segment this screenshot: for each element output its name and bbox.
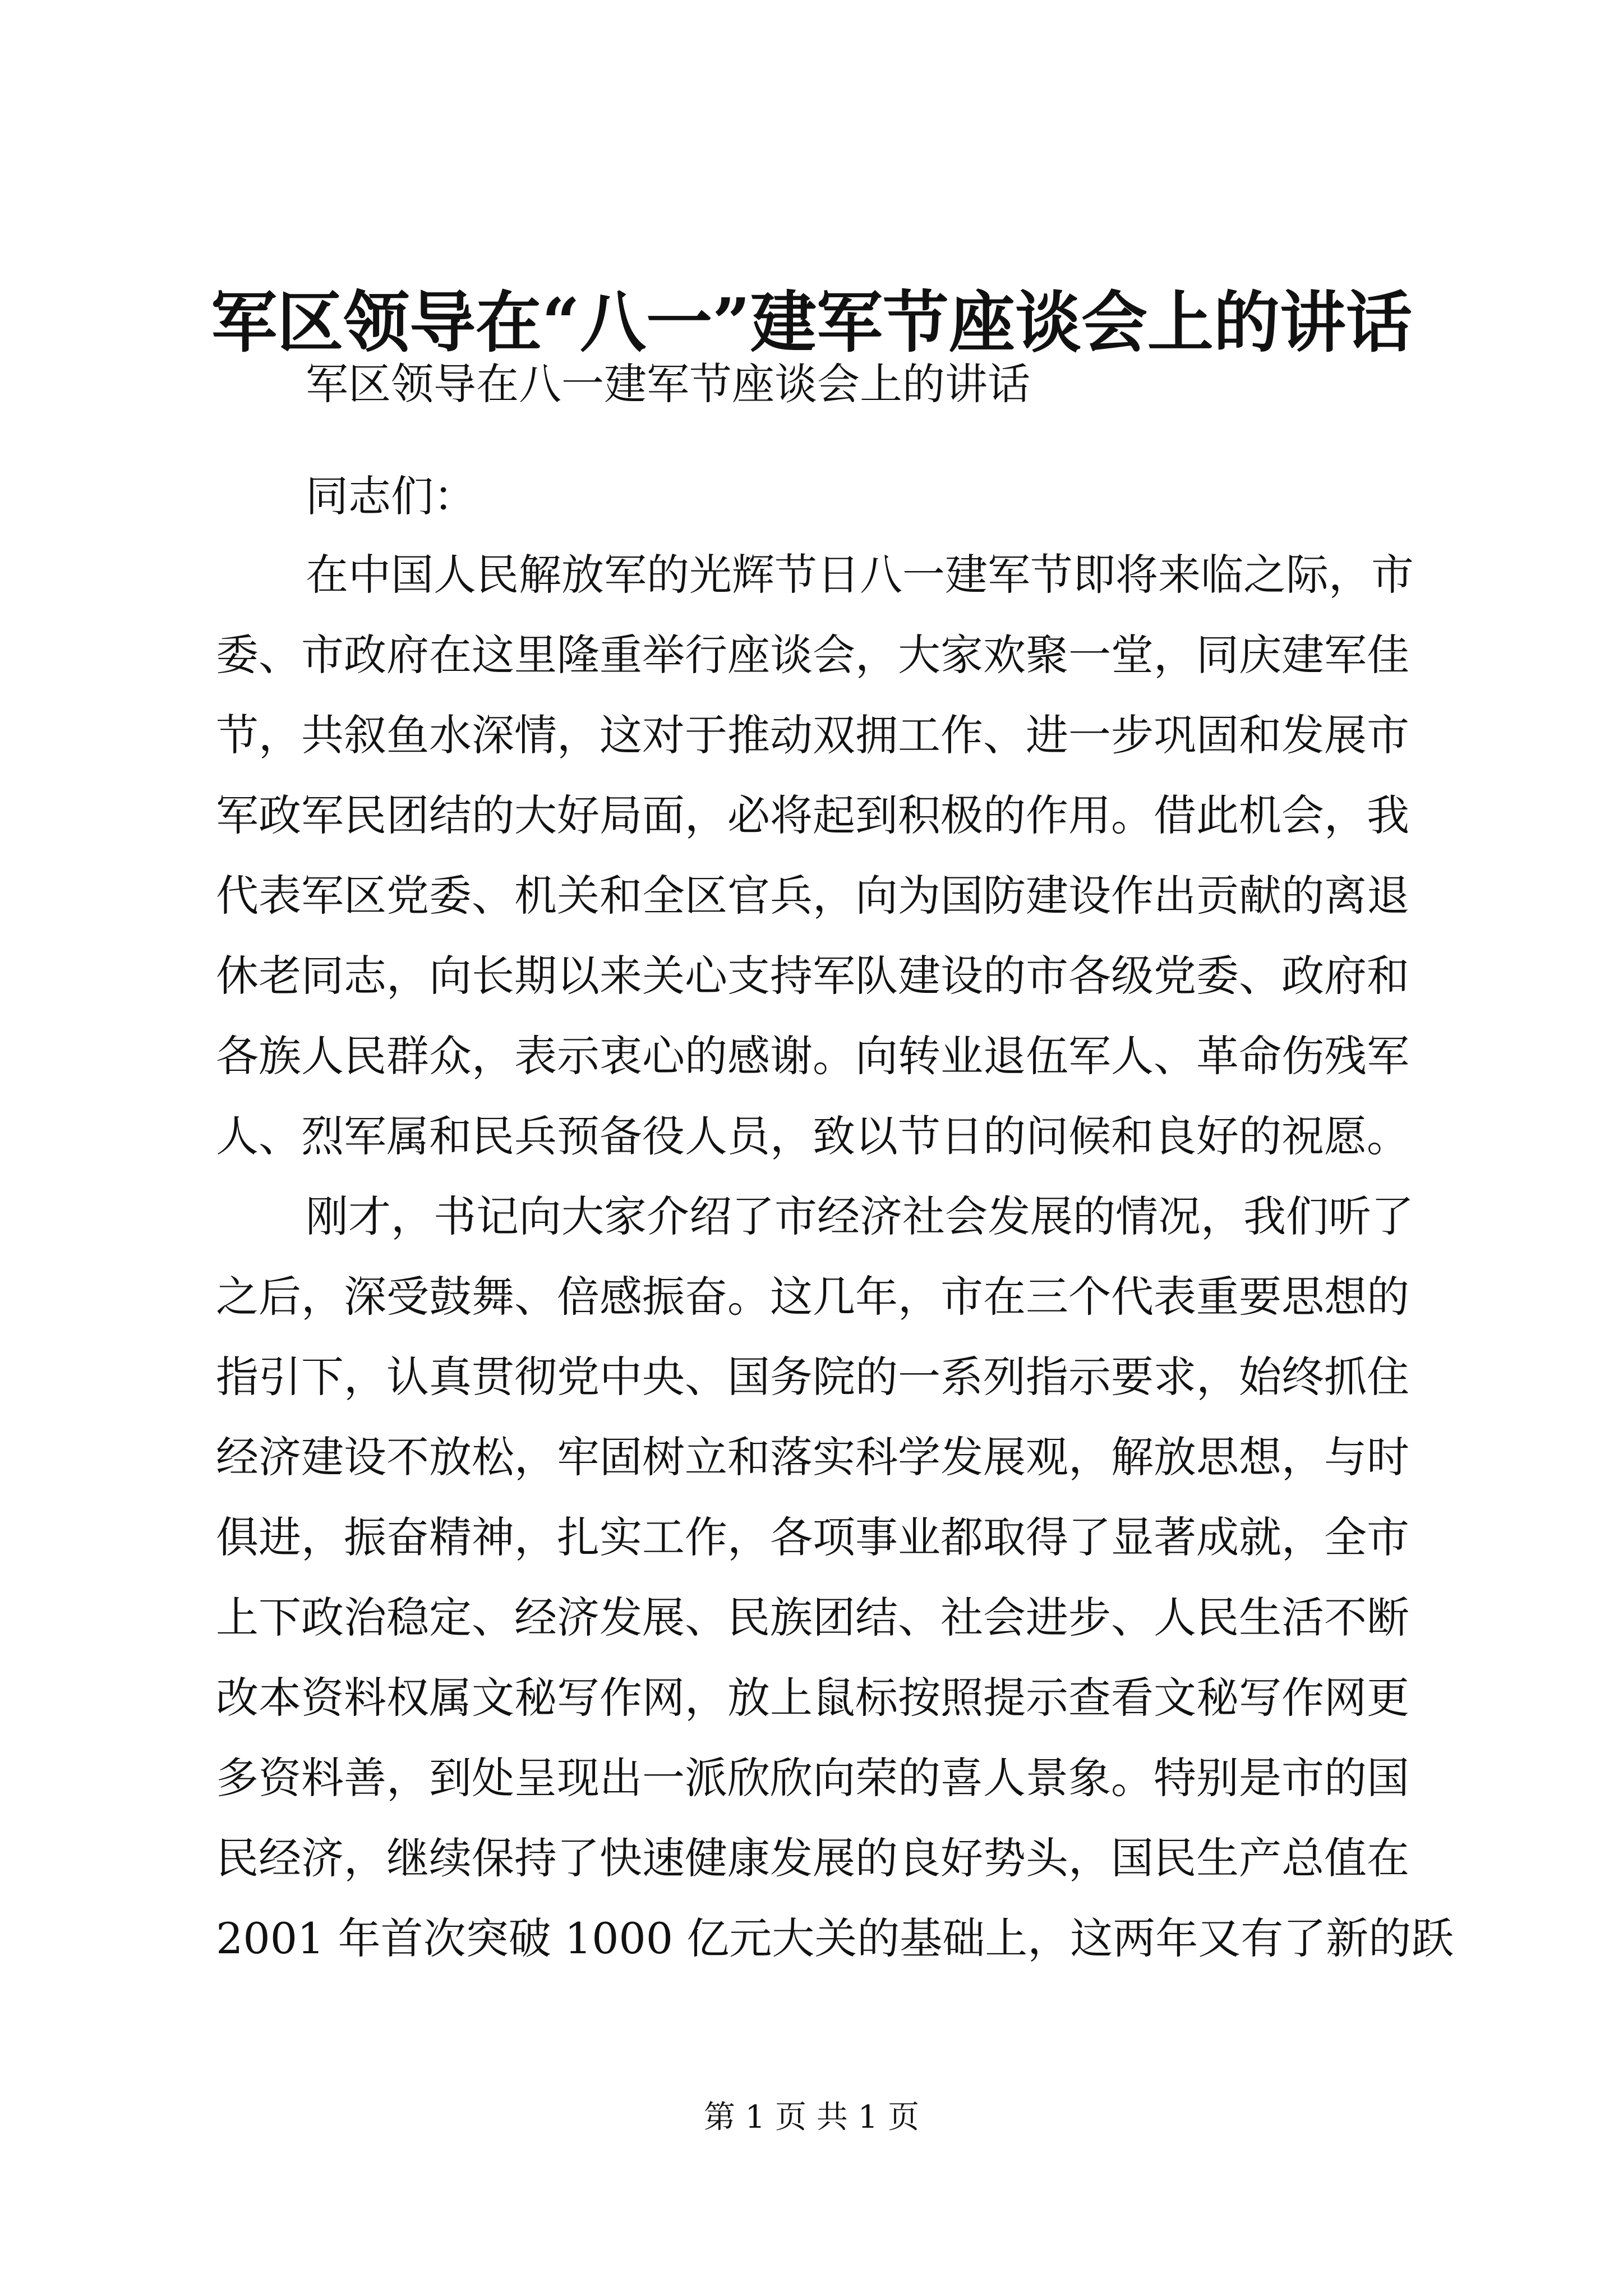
paragraph-1-line-8: 人、烈军属和民兵预备役人员，致以节日的问候和良好的祝愿。: [216, 1111, 1409, 1161]
paragraph-1-line-2: 委、市政府在这里隆重举行座谈会，大家欢聚一堂，同庆建军佳: [216, 630, 1409, 680]
paragraph-2-line-8: 多资料善，到处呈现出一派欣欣向荣的喜人景象。特别是市的国: [216, 1753, 1409, 1803]
paragraph-1-line-3: 节，共叙鱼水深情，这对于推动双拥工作、进一步巩固和发展市: [216, 710, 1409, 760]
paragraph-1-line-4: 军政军民团结的大好局面，必将起到积极的作用。借此机会，我: [216, 790, 1409, 840]
paragraph-1-line-5: 代表军区党委、机关和全区官兵，向为国防建设作出贡献的离退: [216, 871, 1409, 921]
document-title: 军区领导在“八一”建军节座谈会上的讲话: [211, 283, 1412, 361]
paragraph-2-line-9: 民经济，继续保持了快速健康发展的良好势头，国民生产总值在: [216, 1833, 1409, 1883]
paragraph-1-line-7: 各族人民群众，表示衷心的感谢。向转业退伍军人、革命伤残军: [216, 1031, 1409, 1081]
paragraph-2-line-1: 刚才，书记向大家介绍了市经济社会发展的情况，我们听了: [306, 1191, 1414, 1241]
paragraph-1-line-6: 休老同志，向长期以来关心支持军队建设的市各级党委、政府和: [216, 951, 1409, 1001]
page-footer: 第 1 页 共 1 页: [703, 2099, 920, 2136]
paragraph-1-line-1: 在中国人民解放军的光辉节日八一建军节即将来临之际，市: [306, 550, 1414, 600]
paragraph-2-line-7: 改本资料权属文秘写作网，放上鼠标按照提示查看文秘写作网更: [216, 1673, 1409, 1723]
paragraph-2-line-3: 指引下，认真贯彻党中央、国务院的一系列指示要求，始终抓住: [216, 1352, 1409, 1402]
salutation-text: 同志们：: [306, 471, 476, 521]
paragraph-2-line-4: 经济建设不放松，牢固树立和落实科学发展观，解放思想，与时: [216, 1432, 1409, 1482]
subtitle-text: 军区领导在八一建军节座谈会上的讲话: [306, 359, 1030, 409]
paragraph-2-line-2: 之后，深受鼓舞、倍感振奋。这几年，市在三个代表重要思想的: [216, 1272, 1409, 1322]
paragraph-2-line-5: 俱进，振奋精神，扎实工作，各项事业都取得了显著成就，全市: [216, 1512, 1409, 1562]
paragraph-2-line-6: 上下政治稳定、经济发展、民族团结、社会进步、人民生活不断: [216, 1593, 1409, 1642]
paragraph-2-line-10: 2001 年首次突破 1000 亿元大关的基础上，这两年又有了新的跃: [216, 1913, 1454, 1963]
